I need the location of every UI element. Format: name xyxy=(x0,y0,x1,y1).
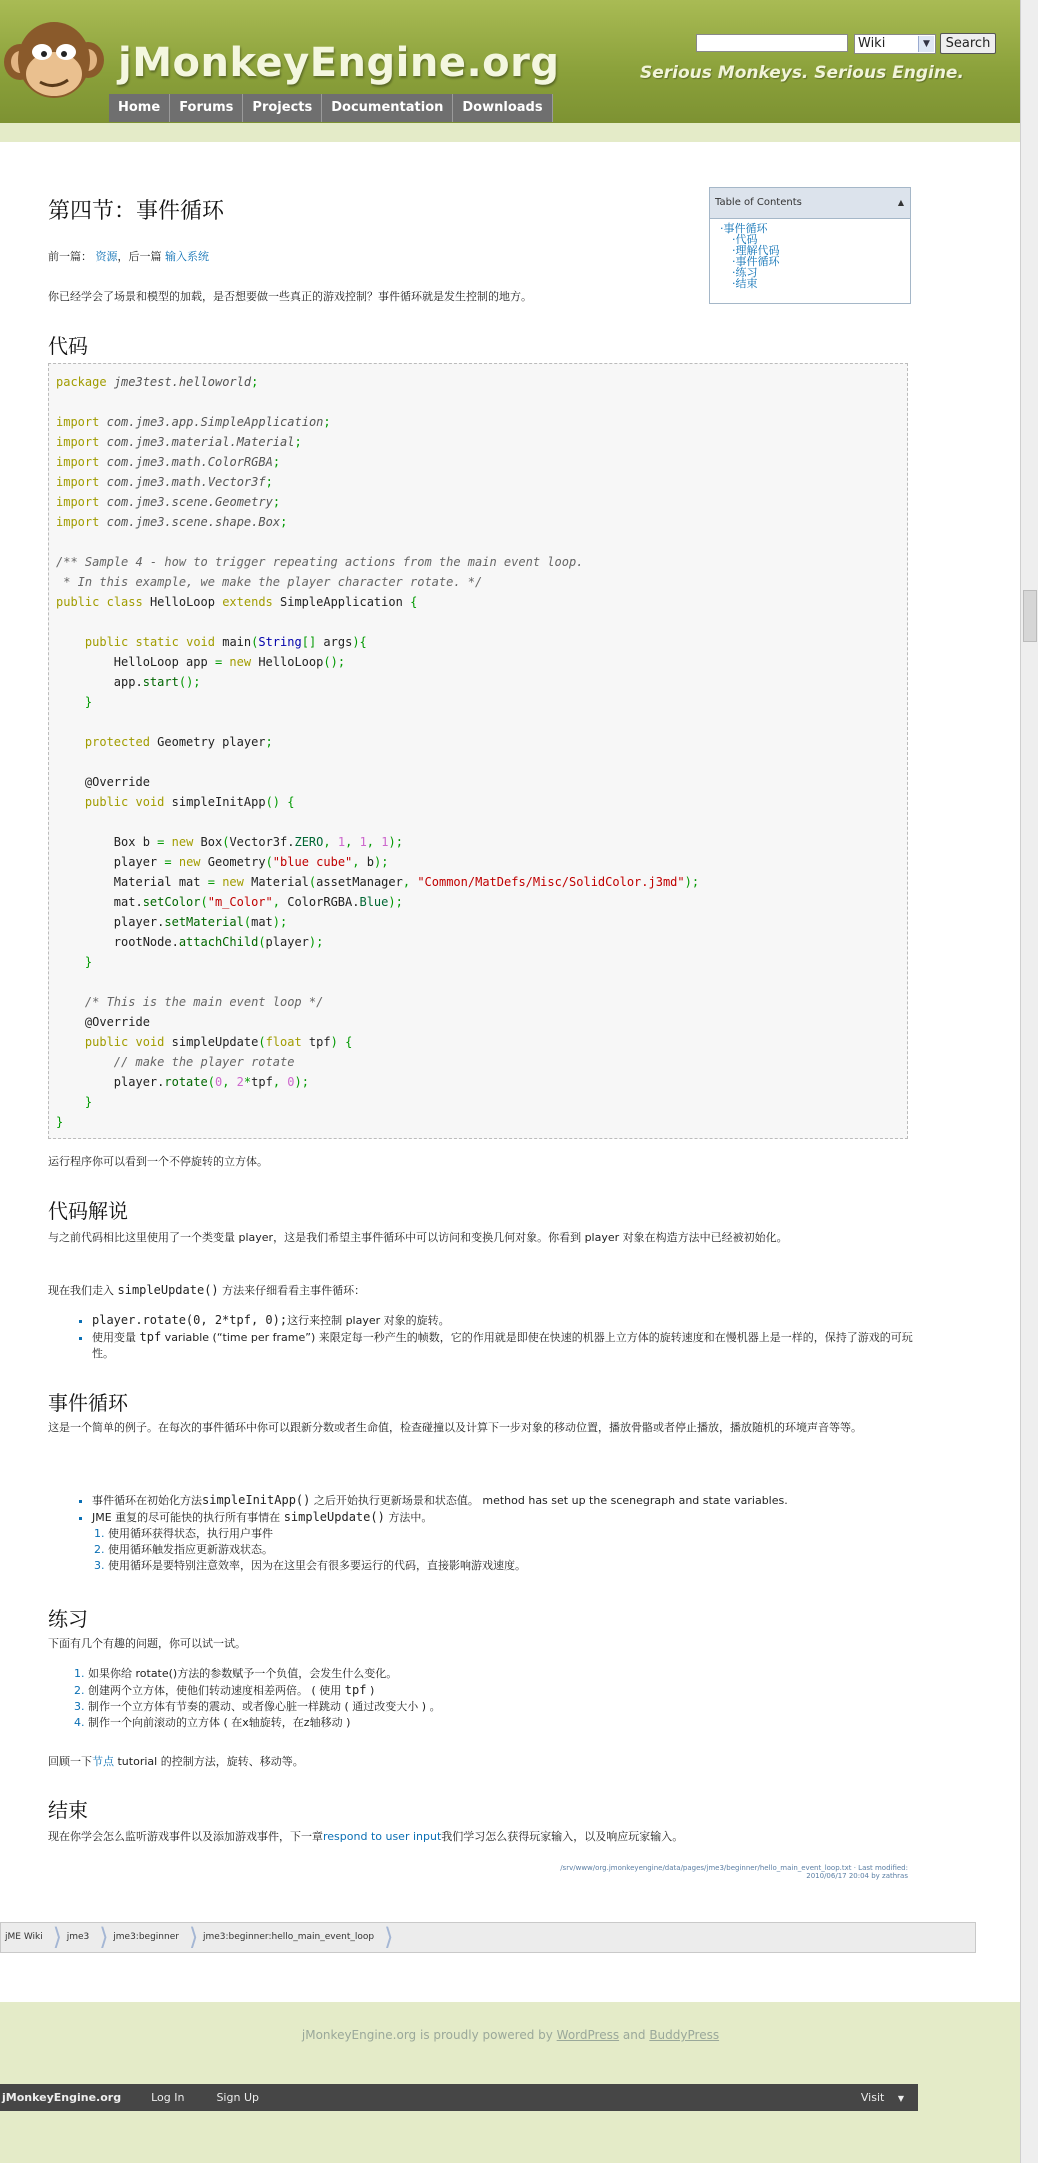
list-item xyxy=(92,1312,928,1329)
table-of-contents xyxy=(709,187,911,304)
list-item: 2. 使用循环触发指应更新游戏状态。 xyxy=(108,1542,928,1558)
nav-projects[interactable]: Projects xyxy=(243,94,322,122)
signup-link[interactable]: Sign Up xyxy=(216,2091,259,2104)
search-scope-select[interactable] xyxy=(854,34,936,54)
explain-paragraph-1: 与之前代码相比这里使用了一个类变量 player，这是我们希望主事件循环中可以访问和变换几何对象。你看到 player 对象在构造方法中已经被初始化。 xyxy=(48,1231,788,1244)
section-heading-loop: 事件循环 xyxy=(48,1391,128,1415)
buddypress-link[interactable]: BuddyPress xyxy=(649,2028,720,2042)
code-listing: package jme3test.helloworld; import com.jme3.app.SimpleApplication; import com.jme3.material.Material; import com.jme3.math.ColorRGBA; import com.jme3.math.Vector3f; import com.jme3.scene.Geometry; import com.jme3.scene.shape.Box; /** Sample 4 - how to trigger repeating actions from the main event loop. * In this example, we make the player character rotate. */ public class HelloLoop extends SimpleApplication { public static void main(String[] args){ HelloLoop app = new HelloLoop(); app.start(); } protected Geometry player; @Override public void simpleInitApp() { Box b = new Box(Vector3f.ZERO, 1, 1, 1); player = new Geometry("blue cube", b); Material mat = new Material(assetManager, "Common/MatDefs/Misc/SolidColor.j3md"); mat.setColor("m_Color", ColorRGBA.Blue); player.setMaterial(mat); rootNode.attachChild(player); } /* This is the main event loop */ @Override public void simpleUpdate(float tpf) { // make the player rotate player.rotate(0, 2*tpf, 0); } } xyxy=(56,375,700,1129)
list-item-code: tpf xyxy=(344,1683,367,1697)
list-item-text: 使用变量 xyxy=(92,1331,140,1344)
list-item: 1. 使用循环获得状态，执行用户事件 xyxy=(108,1526,928,1542)
chevron-down-icon[interactable]: ▼ xyxy=(918,36,934,52)
review-text-a: 回顾一下 xyxy=(48,1755,92,1768)
prev-link[interactable]: 资源 xyxy=(95,250,118,263)
wordpress-link[interactable]: WordPress xyxy=(556,2028,620,2042)
section-heading-exercise: 练习 xyxy=(48,1607,88,1631)
list-item xyxy=(92,1329,928,1362)
visit-menu[interactable] xyxy=(861,2084,904,2112)
list-item xyxy=(92,1492,928,1509)
list-item-code: simpleInitApp() xyxy=(202,1493,311,1507)
toc-header[interactable] xyxy=(710,188,910,219)
exercise-list xyxy=(70,1666,928,1731)
explain-p2-text-b: 方法来仔细看看主事件循环： xyxy=(218,1284,366,1297)
footer xyxy=(0,2002,1021,2163)
list-item-text: 这行来控制 player 对象的旋转。 xyxy=(287,1314,450,1327)
intro-paragraph: 你已经学会了场景和模型的加载，是否想要做一些真正的游戏控制？事件循环就是发生控制的地方。 xyxy=(48,290,532,303)
code-block[interactable] xyxy=(48,363,908,1139)
loop-paragraph: 这是一个简单的例子。在每次的事件循环中你可以跟新分数或者生命值，检查碰撞以及计算下一步对象的移动位置，播放骨骼或者停止播放，播放随机的环境声音等等。 xyxy=(48,1421,862,1434)
list-item xyxy=(88,1682,928,1699)
list-item xyxy=(92,1509,928,1526)
breadcrumb-item[interactable]: jme3:beginner:hello_main_event_loop xyxy=(202,1932,375,1942)
list-item-code: tpf xyxy=(139,1330,162,1344)
next-link[interactable]: 输入系统 xyxy=(165,250,209,263)
main-nav xyxy=(109,94,553,122)
list-item-code: simpleUpdate() xyxy=(283,1510,385,1524)
nav-home[interactable]: Home xyxy=(109,94,170,122)
list-item-code: player.rotate(0, 2*tpf, 0); xyxy=(92,1313,288,1327)
explain-bullet-list xyxy=(74,1312,928,1362)
chevron-right-icon: ⟩ xyxy=(52,1923,63,1951)
loop-numbered-list xyxy=(90,1526,928,1574)
list-item-text: JME 重复的尽可能快的执行所有事情在 xyxy=(92,1511,284,1524)
review-text-b: tutorial 的控制方法，旋转、移动等。 xyxy=(114,1755,304,1768)
powered-and: and xyxy=(619,2028,650,2042)
section-heading-end: 结束 xyxy=(48,1798,88,1822)
visit-label: Visit xyxy=(860,2091,885,2104)
prev-label: 前一篇： xyxy=(48,250,92,263)
caret-down-icon: ▼ xyxy=(897,2094,904,2103)
chevron-right-icon: ⟩ xyxy=(188,1923,199,1951)
toc-title: Table of Contents xyxy=(715,197,802,208)
site-title[interactable]: jMonkeyEngine.org xyxy=(118,40,560,86)
list-item: 4. 制作一个向前滚动的立方体 ( 在x轴旋转，在z轴移动 ) xyxy=(88,1715,928,1731)
list-item-text: 之后开始执行更新场景和状态值。 method has set up the scenegraph and state variables. xyxy=(310,1494,788,1507)
list-item: 3. 制作一个立方体有节奏的震动、或者像心脏一样跳动 ( 通过改变大小 ) 。 xyxy=(88,1699,928,1715)
header-subbar xyxy=(0,123,1021,142)
chevron-right-icon: ⟩ xyxy=(99,1923,109,1951)
chevron-right-icon: ⟩ xyxy=(384,1923,394,1951)
list-item: 1. 如果你给 rotate()方法的参数赋予一个负值，会发生什么变化。 xyxy=(88,1666,928,1682)
toc-list: ·事件循环 ·代码 ·理解代码 ·事件循环 ·练习 ·结束 xyxy=(720,222,780,290)
toc-item-end[interactable]: 结束 xyxy=(735,277,758,290)
toc-item-event-loop-section[interactable]: 事件循环 xyxy=(735,255,780,268)
nav-forums[interactable]: Forums xyxy=(170,94,243,122)
site-header xyxy=(0,0,1021,123)
toc-item-understand-code[interactable]: 理解代码 xyxy=(735,244,780,257)
scrollbar-thumb[interactable] xyxy=(1023,590,1037,642)
review-link[interactable]: 节点 xyxy=(92,1755,114,1768)
list-item-text: ) xyxy=(366,1684,375,1697)
list-item-text: variable (“time per frame”) 来限定每一秒产生的帧数，它的作用就是即使在快速的机器上立方体的旋转速度和在慢机器上是一样的，保持了游戏的可玩性。 xyxy=(92,1331,913,1360)
prev-next-links xyxy=(48,248,209,264)
end-text-a: 现在你学会怎么监听游戏事件以及添加游戏事件，下一章 xyxy=(48,1830,323,1843)
toc-item-exercise[interactable]: 练习 xyxy=(735,266,758,279)
adminbar-brand[interactable]: jMonkeyEngine.org xyxy=(2,2091,122,2104)
exercise-intro: 下面有几个有趣的问题，你可以试一试。 xyxy=(48,1637,246,1650)
breadcrumb-item[interactable]: jme3:beginner xyxy=(113,1932,179,1942)
breadcrumb-item[interactable]: jme3 xyxy=(66,1932,90,1942)
end-text-b: 我们学习怎么获得玩家输入，以及响应玩家输入。 xyxy=(441,1830,684,1843)
loop-bullet-list xyxy=(74,1492,928,1526)
nav-downloads[interactable]: Downloads xyxy=(453,94,552,122)
site-tagline: Serious Monkeys. Serious Engine. xyxy=(640,63,964,83)
explain-p2-text-a: 现在我们走入 xyxy=(48,1284,118,1297)
vertical-scrollbar[interactable] xyxy=(1020,0,1038,2163)
page-metadata: /srv/www/org.jmonkeyengine/data/pages/jme3/beginner/hello_main_event_loop.txt · Last modified: 2010/06/17 20:04 by zathras xyxy=(560,1864,908,1880)
collapse-icon[interactable]: ▲ xyxy=(897,198,904,207)
monkey-logo-icon[interactable] xyxy=(0,14,110,114)
end-link[interactable]: respond to user input xyxy=(323,1830,442,1843)
nav-documentation[interactable]: Documentation xyxy=(322,94,453,122)
list-item-text: 方法中。 xyxy=(384,1511,433,1524)
toc-item-event-loop[interactable]: 事件循环 xyxy=(723,222,768,235)
page-title: 第四节：事件循环 xyxy=(48,199,225,224)
toc-item-code[interactable]: 代码 xyxy=(735,233,758,246)
explain-p2-code: simpleUpdate() xyxy=(117,1283,219,1297)
search-button[interactable]: Search xyxy=(940,33,996,54)
powered-text: jMonkeyEngine.org is proudly powered by xyxy=(301,2028,557,2042)
after-code-text: 运行程序你可以看到一个不停旋转的立方体。 xyxy=(48,1155,268,1168)
end-paragraph xyxy=(48,1829,910,1845)
list-item-text: 创建两个立方体，使他们转动速度相差两倍。 ( 使用 xyxy=(88,1684,345,1697)
explain-paragraph-2 xyxy=(48,1282,365,1299)
powered-by-text xyxy=(0,2028,1021,2042)
login-link[interactable]: Log In xyxy=(151,2091,185,2104)
next-label: ，后一篇 xyxy=(117,250,162,263)
search-scope-value: Wiki xyxy=(858,36,886,51)
admin-bar xyxy=(0,2084,918,2111)
list-item: 3. 使用循环是要特别注意效率，因为在这里会有很多要运行的代码，直接影响游戏速度。 xyxy=(108,1558,928,1574)
search-input[interactable] xyxy=(696,34,848,52)
breadcrumb xyxy=(0,1922,976,1953)
review-paragraph xyxy=(48,1754,304,1770)
section-heading-explain: 代码解说 xyxy=(48,1199,128,1223)
list-item-text: 事件循环在初始化方法 xyxy=(92,1494,202,1507)
breadcrumb-item[interactable]: jME Wiki xyxy=(5,1932,43,1942)
section-heading-code: 代码 xyxy=(48,334,88,358)
